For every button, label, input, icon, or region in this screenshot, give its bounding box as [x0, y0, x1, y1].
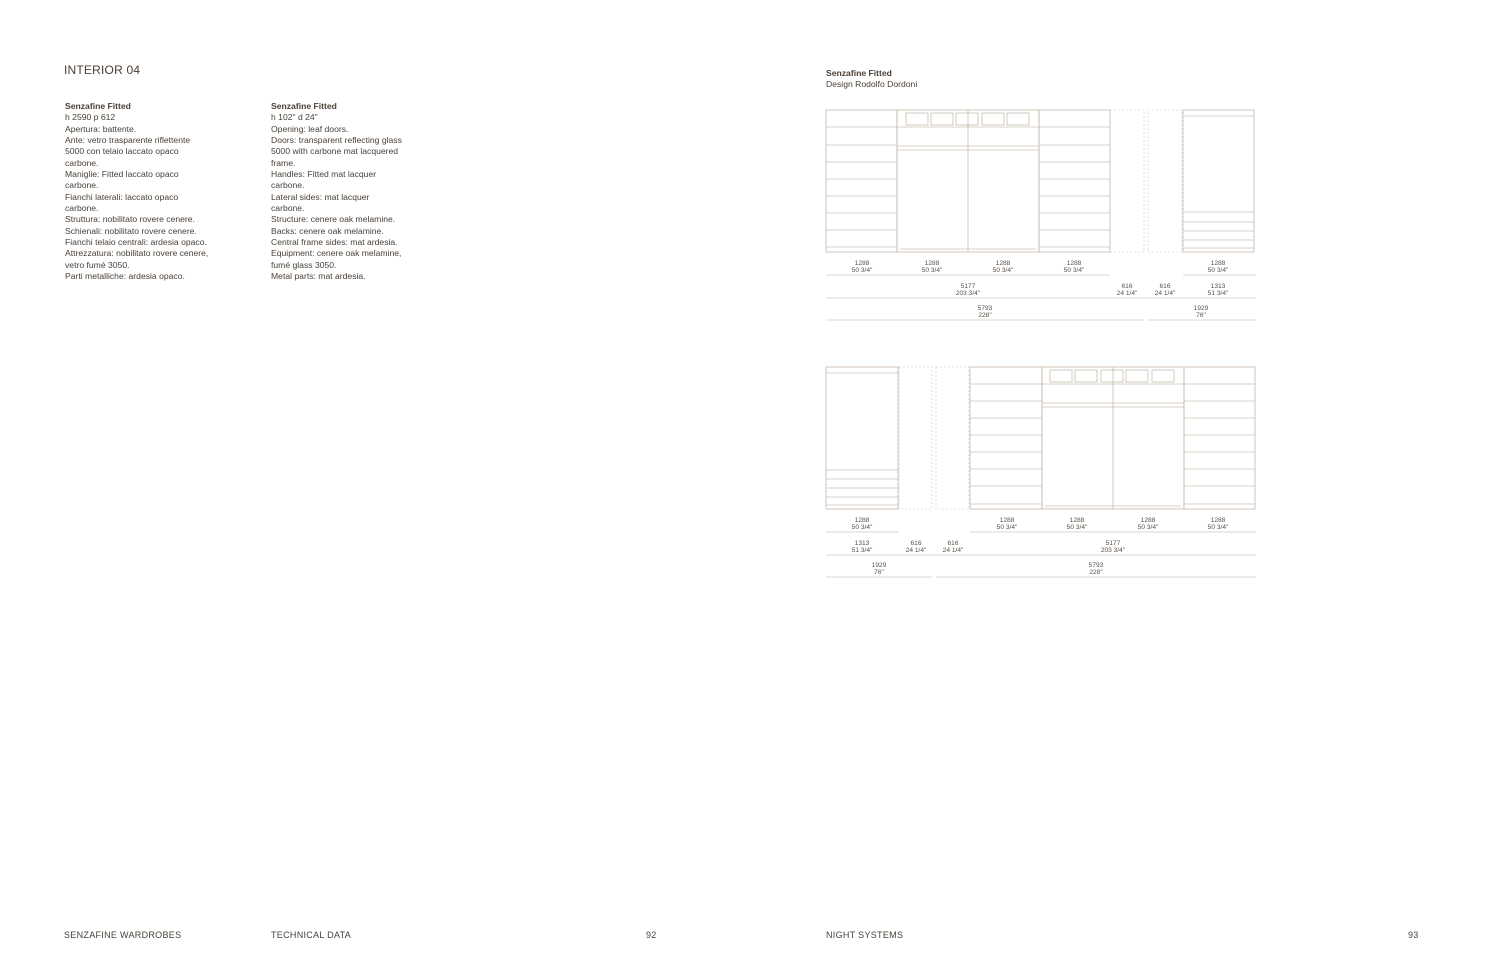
dim-label-mm: 616	[1159, 283, 1171, 290]
dim-label-mm: 5177	[960, 283, 976, 290]
spec-line: Handles: Fitted mat lacquer	[271, 169, 377, 180]
dim-label-in: 50 3/4"	[1207, 267, 1229, 274]
dim-label-mm: 1288	[995, 260, 1011, 267]
spec-line: Parti metalliche: ardesia opaco.	[65, 271, 185, 282]
dim-label-in: 76"	[1196, 312, 1206, 319]
corner-gap	[899, 367, 932, 509]
corner-gap	[1148, 110, 1182, 252]
spec-line: carbone.	[65, 180, 99, 191]
dim-label-in: 50 3/4"	[996, 524, 1018, 531]
footer-category: NIGHT SYSTEMS	[826, 930, 904, 940]
elevation-drawing-1	[826, 110, 1256, 320]
dim-label-in: 228"	[978, 312, 992, 319]
spec-line: Schienali: nobilitato rovere cenere.	[65, 225, 197, 236]
shelf-module	[970, 367, 1042, 509]
dim-label-in: 50 3/4"	[851, 524, 873, 531]
shelf-module	[826, 110, 897, 252]
dim-label-in: 50 3/4"	[921, 267, 943, 274]
spec-line: Struttura: nobilitato rovere cenere.	[65, 214, 195, 225]
dim-label-in: 24 1/4"	[905, 547, 927, 554]
spec-line: Ante: vetro trasparente riflettente	[65, 135, 191, 146]
dim-label-mm: 1288	[854, 517, 870, 524]
spec-line: Central frame sides: mat ardesia.	[271, 237, 398, 248]
spec-line: h 102" d 24"	[271, 112, 318, 123]
dim-label-in: 24 1/4"	[1116, 290, 1138, 297]
door-module	[897, 110, 1039, 252]
dim-label-mm: 1288	[999, 517, 1015, 524]
dim-label-in: 24 1/4"	[1154, 290, 1176, 297]
corner-gap	[936, 367, 969, 509]
dim-label-in: 51 3/4"	[1207, 290, 1229, 297]
dim-label-mm: 1313	[1210, 283, 1226, 290]
dim-label-mm: 1288	[924, 260, 940, 267]
spec-title: Senzafine Fitted	[271, 101, 337, 111]
page-number-right: 93	[1408, 930, 1419, 940]
dim-label-mm: 1929	[1193, 305, 1209, 312]
dim-label-in: 50 3/4"	[1207, 524, 1229, 531]
spec-line: h 2590 p 612	[65, 112, 116, 123]
shelf-module	[1039, 110, 1110, 252]
shelf-module	[1184, 367, 1255, 509]
dim-label-mm: 616	[947, 540, 959, 547]
spec-line: Opening: leaf doors.	[271, 123, 349, 134]
spec-line: Structure: cenere oak melamine.	[271, 214, 396, 225]
dim-label-mm: 1288	[854, 260, 870, 267]
spec-line: carbone.	[65, 203, 99, 214]
spec-line: Attrezzatura: nobilitato rovere cenere,	[65, 248, 209, 259]
dim-label-mm: 1288	[1066, 260, 1082, 267]
dim-label-in: 50 3/4"	[1066, 524, 1088, 531]
dim-label-mm: 1288	[1210, 260, 1226, 267]
spec-line: Backs: cenere oak melamine.	[271, 225, 384, 236]
dim-label-in: 203 3/4"	[955, 290, 981, 297]
spec-line: Equipment: cenere oak melamine,	[271, 248, 402, 259]
spec-line: Metal parts: mat ardesia.	[271, 271, 366, 282]
footer-section: TECHNICAL DATA	[271, 930, 352, 940]
corner-gap	[1110, 110, 1144, 252]
elevation-drawing-2	[826, 367, 1256, 577]
spec-line: Doors: transparent reflecting glass	[271, 135, 402, 146]
product-designer: Design Rodolfo Dordoni	[826, 79, 918, 89]
spec-line: 5000 con telaio laccato opaco	[65, 146, 179, 157]
dim-label-in: 50 3/4"	[992, 267, 1014, 274]
section-title: INTERIOR 04	[64, 63, 141, 77]
footer-collection: SENZAFINE WARDROBES	[64, 930, 182, 940]
spec-title: Senzafine Fitted	[65, 101, 131, 111]
dim-label-mm: 5793	[1088, 562, 1104, 569]
drawer-module	[1183, 110, 1254, 252]
spec-line: 5000 with carbone mat lacquered	[271, 146, 399, 157]
page-number-left: 92	[646, 930, 657, 940]
dim-label-mm: 1288	[1210, 517, 1226, 524]
spec-line: carbone.	[65, 157, 99, 168]
dim-label-in: 50 3/4"	[1063, 267, 1085, 274]
spec-line: vetro fumé 3050.	[65, 259, 130, 270]
spec-line: frame.	[271, 157, 296, 168]
spec-line: carbone.	[271, 180, 305, 191]
dim-label-in: 51 3/4"	[851, 547, 873, 554]
dim-label-mm: 5177	[1105, 540, 1121, 547]
dim-label-in: 50 3/4"	[1137, 524, 1159, 531]
spec-line: Fianchi laterali: laccato opaco	[65, 191, 179, 202]
product-title: Senzafine Fitted	[826, 68, 892, 78]
dim-label-in: 50 3/4"	[851, 267, 873, 274]
dim-label-mm: 616	[910, 540, 922, 547]
dim-label-mm: 5793	[977, 305, 993, 312]
spec-line: fumé glass 3050.	[271, 259, 337, 270]
spec-line: Apertura: battente.	[65, 123, 137, 134]
dim-label-mm: 1288	[1140, 517, 1156, 524]
spec-line: Lateral sides: mat lacquer	[271, 191, 370, 202]
dim-label-mm: 1929	[871, 562, 887, 569]
dim-label-in: 203 3/4"	[1100, 547, 1126, 554]
drawer-module	[826, 367, 898, 509]
spec-line: Maniglie: Fitted laccato opaco	[65, 169, 179, 180]
dim-label-in: 76"	[874, 569, 884, 576]
dim-label-in: 228"	[1089, 569, 1103, 576]
dim-label-mm: 1313	[854, 540, 870, 547]
door-module	[1042, 367, 1184, 509]
spec-line: Fianchi telaio centrali: ardesia opaco.	[65, 237, 207, 248]
spec-line: carbone.	[271, 203, 305, 214]
dim-label-mm: 616	[1121, 283, 1133, 290]
dim-label-in: 24 1/4"	[942, 547, 964, 554]
dim-label-mm: 1288	[1069, 517, 1085, 524]
